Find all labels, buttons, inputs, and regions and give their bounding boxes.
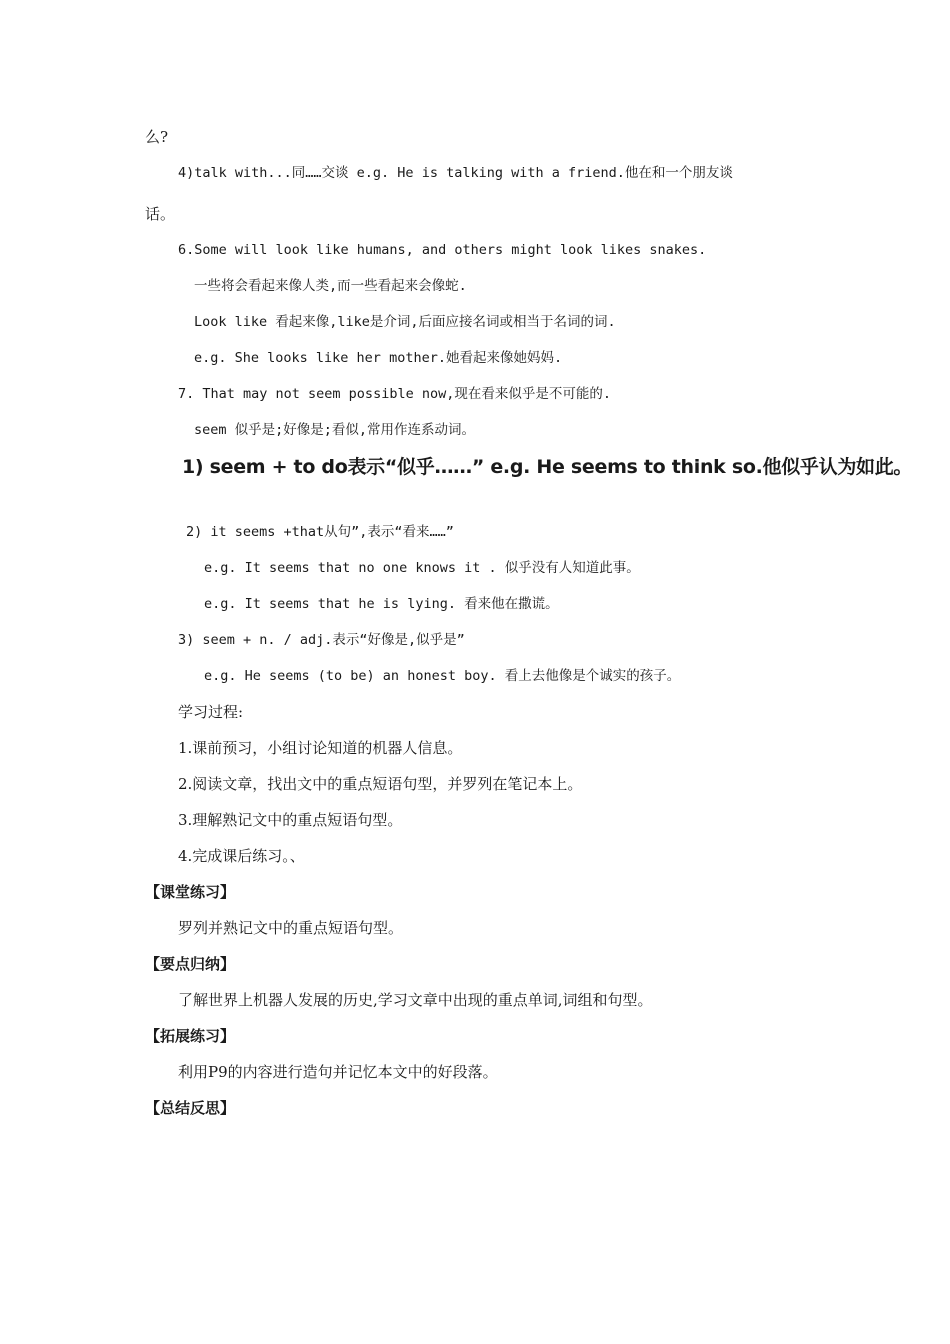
section-label: 学习过程: [178, 703, 244, 721]
text-line: 4)talk with...同……交谈 e.g. He is talking with a friend.他在和一个朋友谈 [178, 165, 733, 181]
text-line: seem 似乎是;好像是;看似,常用作连系动词。 [194, 422, 476, 438]
text-line: 话。 [145, 205, 176, 223]
section-heading: 【要点归纳】 [145, 955, 236, 973]
text-line: 么? [145, 128, 169, 146]
text-line: 6.Some will look like humans, and others might look likes snakes. [178, 242, 707, 258]
list-item: 2.阅读文章，找出文中的重点短语句型，并罗列在笔记本上。 [178, 775, 583, 793]
text-line: 利用P9的内容进行造句并记忆本文中的好段落。 [178, 1063, 498, 1081]
section-heading: 【总结反思】 [145, 1099, 236, 1117]
text-line: 罗列并熟记文中的重点短语句型。 [178, 919, 404, 937]
section-heading: 【课堂练习】 [145, 883, 236, 901]
list-item: 4.完成课后练习。、 [178, 847, 305, 865]
section-heading: 【拓展练习】 [145, 1027, 236, 1045]
text-line: Look like 看起来像,like是介词,后面应接名词或相当于名词的词. [194, 314, 616, 330]
text-line: e.g. He seems (to be) an honest boy. 看上去他像是个诚实的孩子。 [204, 668, 681, 684]
text-line: 一些将会看起来像人类,而一些看起来会像蛇. [194, 278, 467, 294]
text-line: e.g. It seems that no one knows it . 似乎没有人知道此事。 [204, 560, 640, 576]
text-line: e.g. It seems that he is lying. 看来他在撒谎。 [204, 596, 559, 612]
text-line: 3) seem + n. / adj.表示“好像是,似乎是” [178, 632, 465, 648]
text-line: 2) it seems +that从句”,表示“看来……” [186, 524, 454, 540]
text-line: e.g. She looks like her mother.她看起来像她妈妈. [194, 350, 563, 366]
text-line: 了解世界上机器人发展的历史,学习文章中出现的重点单词,词组和句型。 [178, 991, 653, 1009]
list-item: 3.理解熟记文中的重点短语句型。 [178, 811, 403, 829]
list-item: 1.课前预习，小组讨论知道的机器人信息。 [178, 739, 463, 757]
text-line: 7. That may not seem possible now,现在看来似乎是不可能的. [178, 386, 611, 402]
highlighted-rule-line: 1) seem + to do表示“似乎……” e.g. He seems to think so.他似乎认为如此。 [182, 456, 913, 478]
